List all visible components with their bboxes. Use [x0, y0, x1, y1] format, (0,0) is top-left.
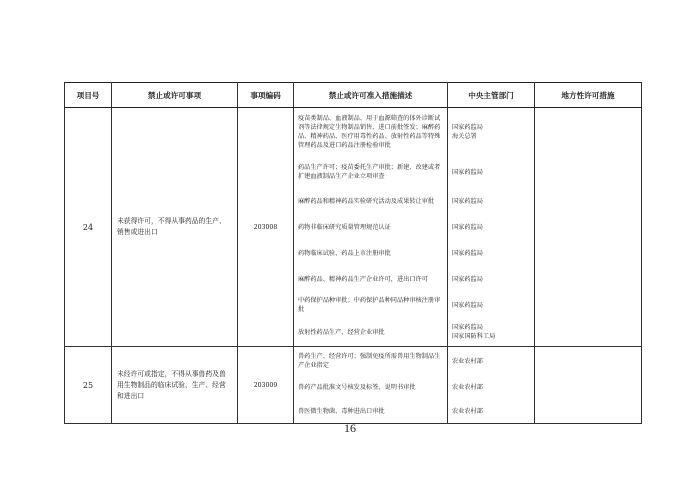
row-number: 25 [65, 347, 112, 424]
dept-name: 国家药监局 [452, 124, 483, 131]
measure-desc: 放射性药品生产、经营企业审批 [298, 328, 385, 336]
measure-desc: 中药保护品种审批；中药保护品种同品种审核注册审批 [298, 297, 441, 313]
dept-name: 国家药监局 [452, 223, 483, 231]
dept-name: 农业农村部 [452, 383, 483, 391]
measure-list [294, 108, 448, 347]
dept-name: 国家药监局 [452, 249, 483, 257]
negative-list-table [64, 82, 642, 424]
item-code: 203008 [238, 108, 294, 347]
header-project-no: 项目号 [65, 83, 112, 108]
measure-desc: 兽药产品批准文号核发及标签、说明书审批 [298, 383, 416, 391]
header-item: 禁止或许可事项 [112, 83, 238, 108]
dept-name: 农业农村部 [452, 357, 483, 365]
measure-desc: 麻醉药品、精神药品生产企业许可，进出口许可 [298, 275, 428, 283]
dept-name: 海关总署 [452, 133, 477, 140]
dept-name: 农业农村部 [452, 407, 483, 415]
dept-name: 国家国防科工局 [452, 333, 496, 340]
dept-list [448, 108, 535, 347]
header-central-dept: 中央主管部门 [448, 83, 535, 108]
header-local-measures: 地方性许可措施 [535, 83, 642, 108]
page-number: 16 [344, 421, 356, 435]
table-row [65, 347, 642, 424]
measure-desc: 兽药生产、经营许可；强制免疫所需兽用生物制品生产企业指定 [298, 353, 441, 369]
dept-list [448, 347, 535, 424]
measure-list [294, 347, 448, 424]
measure-desc: 兽医微生物菌、毒种进出口审批 [298, 407, 385, 415]
dept-name: 国家药监局 [452, 197, 483, 205]
row-number: 24 [65, 108, 112, 347]
measure-desc: 药物非临床研究质量管理规范认证 [298, 223, 391, 231]
dept-name: 国家药监局 [452, 275, 483, 283]
dept-name: 国家药监局 [452, 168, 483, 176]
item-text: 未经许可或指定，不得从事兽药及兽用生物制品的临床试验、生产、经营和进出口 [112, 347, 238, 424]
table-row [65, 108, 642, 347]
item-code: 203009 [238, 347, 294, 424]
measure-desc: 麻醉药品和精神药品实验研究活动及成果转让审批 [298, 197, 435, 205]
local-measures-cell [535, 347, 642, 424]
measure-desc: 疫苗类制品、血液制品、用于血源筛查的体外诊断试剂等法律规定生物制品销售、进口前批签发；麻醉药品、精神药品、医疗用毒性药品、放射性药品等特殊管理药品及进口药品注册检验审批 [298, 115, 441, 149]
measure-desc: 药品生产许可；疫苗委托生产审批；新建、改建或者扩建血液制品生产企业立项审查 [298, 164, 441, 180]
table-header-row [65, 83, 642, 108]
measure-desc: 药物临床试验、药品上市注册审批 [298, 249, 391, 257]
item-text: 未获得许可，不得从事药品的生产、销售或进出口 [112, 108, 238, 347]
dept-name: 国家药监局 [452, 301, 483, 309]
local-measures-cell [535, 108, 642, 347]
header-measure-desc: 禁止或许可准入措施描述 [294, 83, 448, 108]
dept-name: 国家药监局 [452, 324, 483, 331]
header-code: 事项编码 [238, 83, 294, 108]
